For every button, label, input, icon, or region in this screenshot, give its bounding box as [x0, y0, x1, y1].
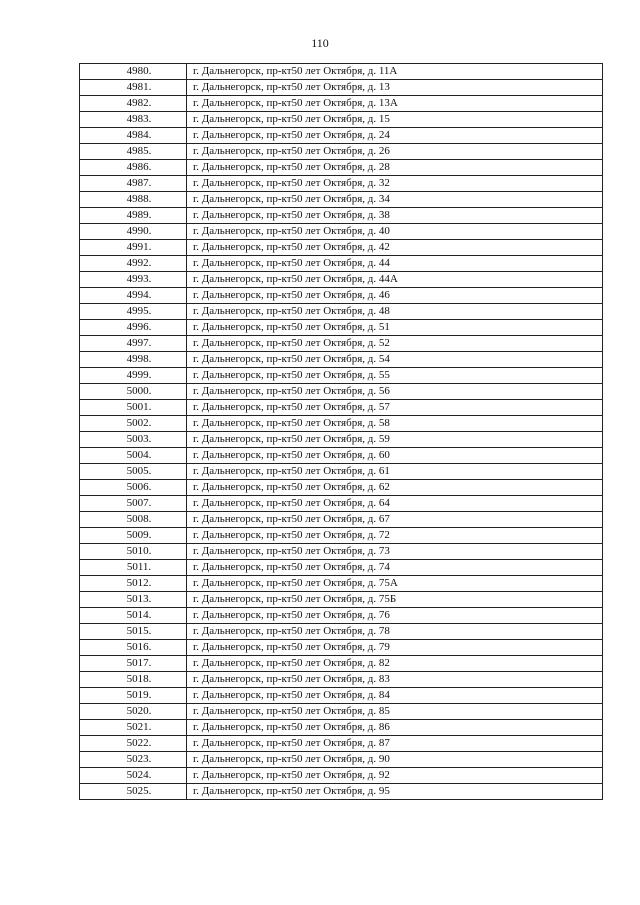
- address-cell: г. Дальнегорск, пр-кт50 лет Октября, д. 85: [187, 704, 603, 720]
- row-number-cell: 5023.: [80, 752, 187, 768]
- row-number-cell: 4998.: [80, 352, 187, 368]
- table-row: [80, 672, 603, 688]
- table-row: [80, 112, 603, 128]
- row-number-cell: 4996.: [80, 320, 187, 336]
- row-number-cell: 5014.: [80, 608, 187, 624]
- address-cell: г. Дальнегорск, пр-кт50 лет Октября, д. 76: [187, 608, 603, 624]
- row-number-cell: 5015.: [80, 624, 187, 640]
- table-row: [80, 352, 603, 368]
- row-number-cell: 5022.: [80, 736, 187, 752]
- table-row: [80, 736, 603, 752]
- address-cell: г. Дальнегорск, пр-кт50 лет Октября, д. 82: [187, 656, 603, 672]
- address-cell: г. Дальнегорск, пр-кт50 лет Октября, д. 95: [187, 784, 603, 800]
- address-cell: г. Дальнегорск, пр-кт50 лет Октября, д. 87: [187, 736, 603, 752]
- page-number: 110: [311, 36, 329, 50]
- row-number-cell: 4994.: [80, 288, 187, 304]
- address-cell: г. Дальнегорск, пр-кт50 лет Октября, д. 75А: [187, 576, 603, 592]
- row-number-cell: 5025.: [80, 784, 187, 800]
- address-cell: г. Дальнегорск, пр-кт50 лет Октября, д. 24: [187, 128, 603, 144]
- table-row: [80, 80, 603, 96]
- registry-body: [80, 64, 603, 800]
- address-cell: г. Дальнегорск, пр-кт50 лет Октября, д. 40: [187, 224, 603, 240]
- row-number-cell: 5005.: [80, 464, 187, 480]
- row-number-cell: 4991.: [80, 240, 187, 256]
- table-row: [80, 368, 603, 384]
- table-row: [80, 208, 603, 224]
- address-cell: г. Дальнегорск, пр-кт50 лет Октября, д. 11А: [187, 64, 603, 80]
- address-cell: г. Дальнегорск, пр-кт50 лет Октября, д. 92: [187, 768, 603, 784]
- address-cell: г. Дальнегорск, пр-кт50 лет Октября, д. 58: [187, 416, 603, 432]
- address-cell: г. Дальнегорск, пр-кт50 лет Октября, д. 56: [187, 384, 603, 400]
- address-cell: г. Дальнегорск, пр-кт50 лет Октября, д. 51: [187, 320, 603, 336]
- table-row: [80, 448, 603, 464]
- row-number-cell: 4995.: [80, 304, 187, 320]
- row-number-cell: 4992.: [80, 256, 187, 272]
- table-row: [80, 704, 603, 720]
- address-cell: г. Дальнегорск, пр-кт50 лет Октября, д. 46: [187, 288, 603, 304]
- table-row: [80, 144, 603, 160]
- table-row: [80, 640, 603, 656]
- table-row: [80, 608, 603, 624]
- table-row: [80, 752, 603, 768]
- row-number-cell: 5013.: [80, 592, 187, 608]
- address-cell: г. Дальнегорск, пр-кт50 лет Октября, д. 26: [187, 144, 603, 160]
- row-number-cell: 4989.: [80, 208, 187, 224]
- row-number-cell: 4993.: [80, 272, 187, 288]
- row-number-cell: 4983.: [80, 112, 187, 128]
- table-row: [80, 560, 603, 576]
- address-cell: г. Дальнегорск, пр-кт50 лет Октября, д. 86: [187, 720, 603, 736]
- table-row: [80, 656, 603, 672]
- address-cell: г. Дальнегорск, пр-кт50 лет Октября, д. 48: [187, 304, 603, 320]
- row-number-cell: 4984.: [80, 128, 187, 144]
- row-number-cell: 5012.: [80, 576, 187, 592]
- address-cell: г. Дальнегорск, пр-кт50 лет Октября, д. 59: [187, 432, 603, 448]
- table-row: [80, 624, 603, 640]
- row-number-cell: 5009.: [80, 528, 187, 544]
- row-number-cell: 5019.: [80, 688, 187, 704]
- table-row: [80, 96, 603, 112]
- row-number-cell: 5024.: [80, 768, 187, 784]
- row-number-cell: 5007.: [80, 496, 187, 512]
- row-number-cell: 4997.: [80, 336, 187, 352]
- table-row: [80, 160, 603, 176]
- address-cell: г. Дальнегорск, пр-кт50 лет Октября, д. 42: [187, 240, 603, 256]
- table-row: [80, 128, 603, 144]
- address-cell: г. Дальнегорск, пр-кт50 лет Октября, д. 44А: [187, 272, 603, 288]
- table-row: [80, 688, 603, 704]
- row-number-cell: 4988.: [80, 192, 187, 208]
- address-cell: г. Дальнегорск, пр-кт50 лет Октября, д. 55: [187, 368, 603, 384]
- table-row: [80, 224, 603, 240]
- row-number-cell: 5008.: [80, 512, 187, 528]
- address-cell: г. Дальнегорск, пр-кт50 лет Октября, д. 13: [187, 80, 603, 96]
- table-row: [80, 496, 603, 512]
- row-number-cell: 5016.: [80, 640, 187, 656]
- address-cell: г. Дальнегорск, пр-кт50 лет Октября, д. 83: [187, 672, 603, 688]
- address-cell: г. Дальнегорск, пр-кт50 лет Октября, д. 15: [187, 112, 603, 128]
- table-row: [80, 576, 603, 592]
- table-row: [80, 64, 603, 80]
- row-number-cell: 4980.: [80, 64, 187, 80]
- address-cell: г. Дальнегорск, пр-кт50 лет Октября, д. 52: [187, 336, 603, 352]
- row-number-cell: 4990.: [80, 224, 187, 240]
- address-cell: г. Дальнегорск, пр-кт50 лет Октября, д. 44: [187, 256, 603, 272]
- address-cell: г. Дальнегорск, пр-кт50 лет Октября, д. 74: [187, 560, 603, 576]
- address-cell: г. Дальнегорск, пр-кт50 лет Октября, д. 34: [187, 192, 603, 208]
- table-row: [80, 400, 603, 416]
- address-cell: г. Дальнегорск, пр-кт50 лет Октября, д. 28: [187, 160, 603, 176]
- address-cell: г. Дальнегорск, пр-кт50 лет Октября, д. 84: [187, 688, 603, 704]
- address-cell: г. Дальнегорск, пр-кт50 лет Октября, д. 60: [187, 448, 603, 464]
- row-number-cell: 4982.: [80, 96, 187, 112]
- address-cell: г. Дальнегорск, пр-кт50 лет Октября, д. 90: [187, 752, 603, 768]
- address-cell: г. Дальнегорск, пр-кт50 лет Октября, д. 32: [187, 176, 603, 192]
- table-row: [80, 720, 603, 736]
- table-row: [80, 784, 603, 800]
- table-row: [80, 512, 603, 528]
- table-row: [80, 272, 603, 288]
- address-cell: г. Дальнегорск, пр-кт50 лет Октября, д. 64: [187, 496, 603, 512]
- row-number-cell: 5021.: [80, 720, 187, 736]
- address-cell: г. Дальнегорск, пр-кт50 лет Октября, д. 73: [187, 544, 603, 560]
- address-cell: г. Дальнегорск, пр-кт50 лет Октября, д. 75Б: [187, 592, 603, 608]
- row-number-cell: 5011.: [80, 560, 187, 576]
- address-cell: г. Дальнегорск, пр-кт50 лет Октября, д. 38: [187, 208, 603, 224]
- address-cell: г. Дальнегорск, пр-кт50 лет Октября, д. 13А: [187, 96, 603, 112]
- row-number-cell: 5006.: [80, 480, 187, 496]
- row-number-cell: 4985.: [80, 144, 187, 160]
- address-cell: г. Дальнегорск, пр-кт50 лет Октября, д. 62: [187, 480, 603, 496]
- table-row: [80, 464, 603, 480]
- address-registry-table: [79, 63, 603, 800]
- row-number-cell: 5018.: [80, 672, 187, 688]
- row-number-cell: 5020.: [80, 704, 187, 720]
- row-number-cell: 5004.: [80, 448, 187, 464]
- address-cell: г. Дальнегорск, пр-кт50 лет Октября, д. 57: [187, 400, 603, 416]
- table-row: [80, 528, 603, 544]
- row-number-cell: 4981.: [80, 80, 187, 96]
- table-row: [80, 592, 603, 608]
- address-cell: г. Дальнегорск, пр-кт50 лет Октября, д. 78: [187, 624, 603, 640]
- table-row: [80, 304, 603, 320]
- row-number-cell: 4987.: [80, 176, 187, 192]
- table-row: [80, 384, 603, 400]
- row-number-cell: 5017.: [80, 656, 187, 672]
- table-row: [80, 432, 603, 448]
- address-cell: г. Дальнегорск, пр-кт50 лет Октября, д. 61: [187, 464, 603, 480]
- row-number-cell: 5001.: [80, 400, 187, 416]
- row-number-cell: 4999.: [80, 368, 187, 384]
- table-row: [80, 768, 603, 784]
- row-number-cell: 4986.: [80, 160, 187, 176]
- table-row: [80, 288, 603, 304]
- row-number-cell: 5002.: [80, 416, 187, 432]
- row-number-cell: 5003.: [80, 432, 187, 448]
- address-cell: г. Дальнегорск, пр-кт50 лет Октября, д. 54: [187, 352, 603, 368]
- table-row: [80, 320, 603, 336]
- address-cell: г. Дальнегорск, пр-кт50 лет Октября, д. 79: [187, 640, 603, 656]
- table-row: [80, 480, 603, 496]
- table-row: [80, 192, 603, 208]
- table-row: [80, 240, 603, 256]
- table-row: [80, 256, 603, 272]
- table-row: [80, 544, 603, 560]
- address-cell: г. Дальнегорск, пр-кт50 лет Октября, д. 67: [187, 512, 603, 528]
- row-number-cell: 5010.: [80, 544, 187, 560]
- table-row: [80, 336, 603, 352]
- row-number-cell: 5000.: [80, 384, 187, 400]
- table-row: [80, 176, 603, 192]
- address-cell: г. Дальнегорск, пр-кт50 лет Октября, д. 72: [187, 528, 603, 544]
- table-row: [80, 416, 603, 432]
